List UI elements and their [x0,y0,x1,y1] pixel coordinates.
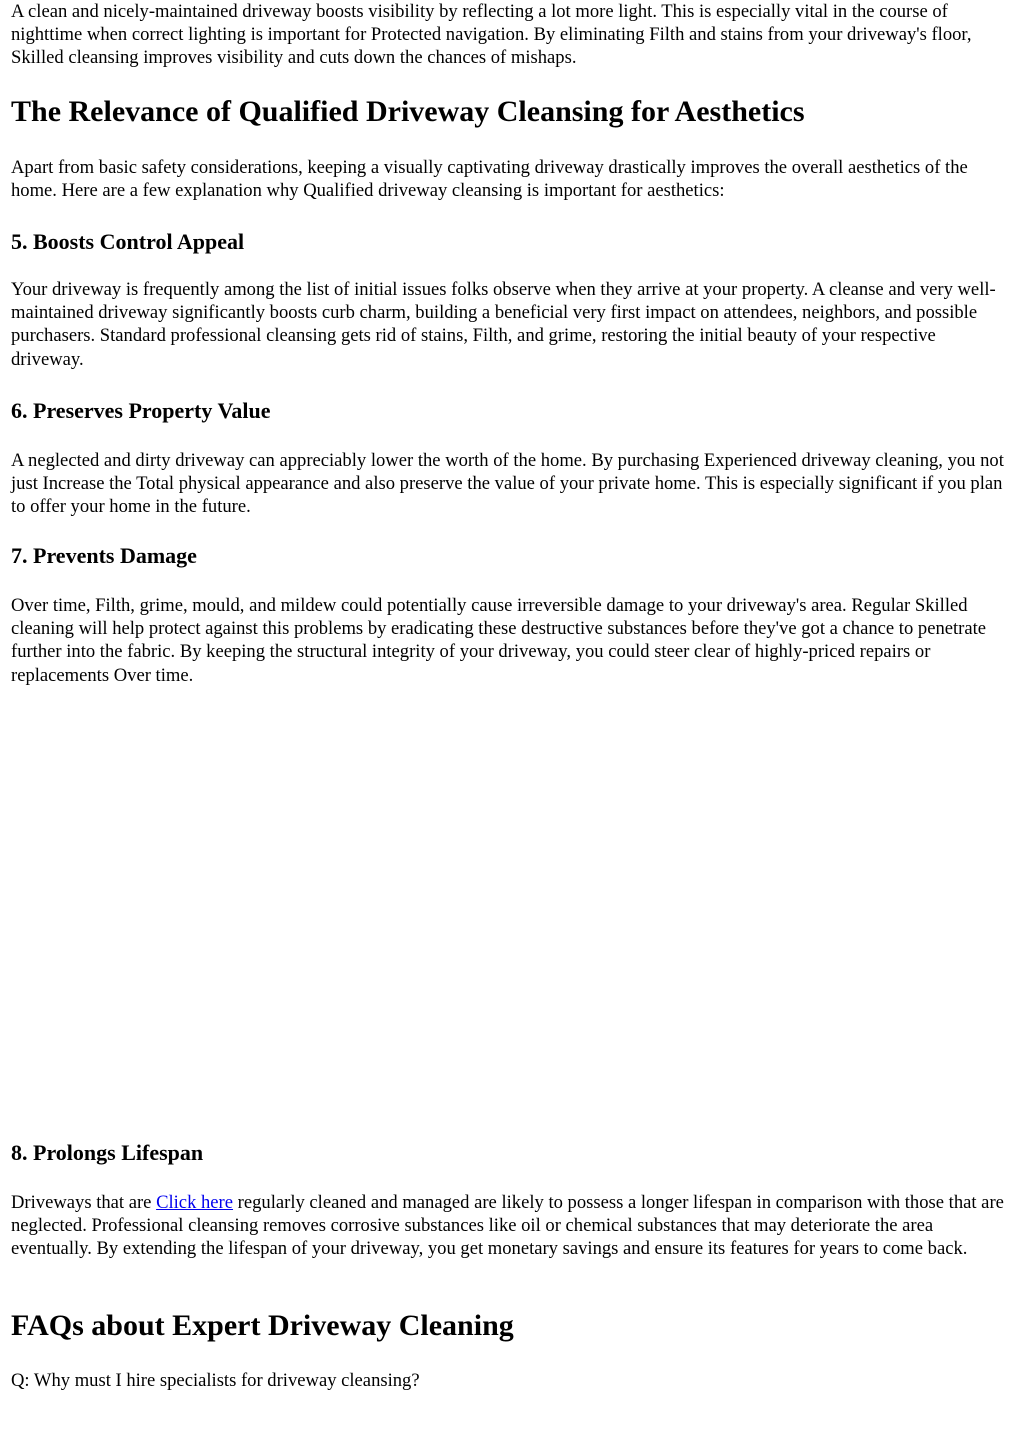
item-heading-curb-appeal: 5. Boosts Control Appeal [11,229,245,254]
lifespan-body [11,1191,1011,1261]
item-heading-prevents-damage: 7. Prevents Damage [11,543,197,568]
aesthetics-section-intro: Apart from basic safety considerations, keeping a visually captivating driveway drastically improves the overall aesthetics of the home. Here are a few explanation why Qualified driveway cleansing is important for aesthetics: [11,157,968,202]
item-body-property-value: A neglected and dirty driveway can appreciably lower the worth of the home. By purchasing Experienced driveway cleaning, you not just Increase the Total physical appearance and also preserve the value of your private home. This is especially significant if you plan to offer your home in the future. [11,450,1004,518]
intro-paragraph: A clean and nicely-maintained driveway boosts visibility by reflecting a lot more light. This is especially vital in the course of nighttime when correct lighting is important for Protected navigation. By eliminating Filth and stains from your driveway's floor, Skilled cleansing improves visibility and cuts down the chances of mishaps. [11,1,972,69]
item-body-prevents-damage: Over time, Filth, grime, mould, and mildew could potentially cause irreversible damage to your driveway's area. Regular Skilled cleaning will help protect against this problems by eradicating these destructive substances before they've got a chance to penetrate further into the fabric. By keeping the structural integrity of your driveway, you could steer clear of highly-priced repairs or replacements Over time. [11,595,987,686]
aesthetics-section-heading: The Relevance of Qualified Driveway Cleansing for Aesthetics [11,95,805,128]
item-heading-property-value: 6. Preserves Property Value [11,398,271,423]
click-here-link[interactable]: Click here [156,1192,234,1213]
item-body-curb-appeal: Your driveway is frequently among the list of initial issues folks observe when they arrive at your property. A cleanse and very well-maintained driveway significantly boosts curb charm, building a beneficial very first impact on attendees, neighbors, and possible purchasers. Standard professional cleansing gets rid of stains, Filth, and grime, restoring the initial beauty of your respective driveway. [11,279,996,370]
lifespan-body-end: regularly cleaned and managed are likely to possess a longer lifespan in comparison with those that are neglected. Professional cleansing removes corrosive substances like oil or chemical substances that may deteriorate the area eventually. By extending the lifespan of your driveway, you get monetary savings and ensure its features for years to come back. [11,1192,1004,1260]
lifespan-body-start: Driveways that are [11,1192,157,1213]
faq-question: Q: Why must I hire specialists for driveway cleansing? [11,1370,420,1391]
lifespan-heading: 8. Prolongs Lifespan [11,1140,204,1165]
faq-heading: FAQs about Expert Driveway Cleaning [11,1309,514,1342]
